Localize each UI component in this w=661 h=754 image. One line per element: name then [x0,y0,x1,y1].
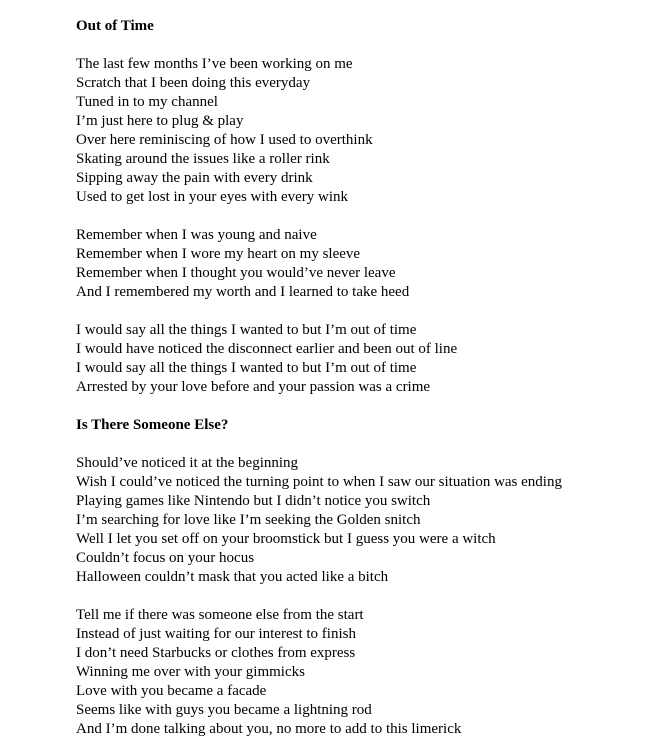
poem-title: Is There Someone Else? [76,417,229,433]
spacer [76,36,656,55]
stanza [76,606,656,739]
poem-line: Seems like with guys you became a lightning rod [76,702,372,718]
spacer [76,587,656,606]
poem-line: Tuned in to my channel [76,94,218,110]
document-page [76,17,656,739]
poem-line: Love with you became a facade [76,683,267,699]
stanza [76,55,656,207]
poem-line: I would say all the things I wanted to but I’m out of time [76,360,417,376]
poem-line: I’m searching for love like I’m seeking the Golden snitch [76,512,421,528]
poem-line: Remember when I thought you would’ve never leave [76,265,396,281]
stanza [76,226,656,302]
poem-line: Remember when I wore my heart on my sleeve [76,246,361,262]
stanza [76,321,656,397]
poem-line: Playing games like Nintendo but I didn’t notice you switch [76,493,431,509]
poem-line: Halloween couldn’t mask that you acted like a bitch [76,569,389,585]
poem-line: I don’t need Starbucks or clothes from express [76,645,356,661]
poem-line: Couldn’t focus on your hocus [76,550,255,566]
poem-out-of-time [76,17,656,416]
poem-line: Skating around the issues like a roller rink [76,151,330,167]
poem-line: Scratch that I been doing this everyday [76,75,311,91]
poem-line: Should’ve noticed it at the beginning [76,455,299,471]
poem-line: I would have noticed the disconnect earlier and been out of line [76,341,458,357]
poem-line: Well I let you set off on your broomstick but I guess you were a witch [76,531,496,547]
poem-line: Arrested by your love before and your passion was a crime [76,379,431,395]
poem-line: Winning me over with your gimmicks [76,664,305,680]
spacer [76,397,656,416]
spacer [76,435,656,454]
poem-line: And I’m done talking about you, no more to add to this limerick [76,721,462,737]
poem-line: And I remembered my worth and I learned to take heed [76,284,410,300]
poem-line: I would say all the things I wanted to but I’m out of time [76,322,417,338]
poem-line: Sipping away the pain with every drink [76,170,313,186]
poem-line: Remember when I was young and naive [76,227,317,243]
poem-line: Instead of just waiting for our interest to finish [76,626,356,642]
poem-line: Over here reminiscing of how I used to overthink [76,132,373,148]
poem-line: I’m just here to plug & play [76,113,244,129]
poem-is-there-someone-else [76,416,656,739]
poem-line: The last few months I’ve been working on me [76,56,353,72]
spacer [76,302,656,321]
poem-title: Out of Time [76,18,154,34]
poem-line: Used to get lost in your eyes with every wink [76,189,349,205]
poem-line: Wish I could’ve noticed the turning point to when I saw our situation was ending [76,474,562,490]
stanza [76,454,656,587]
spacer [76,207,656,226]
poem-line: Tell me if there was someone else from the start [76,607,364,623]
